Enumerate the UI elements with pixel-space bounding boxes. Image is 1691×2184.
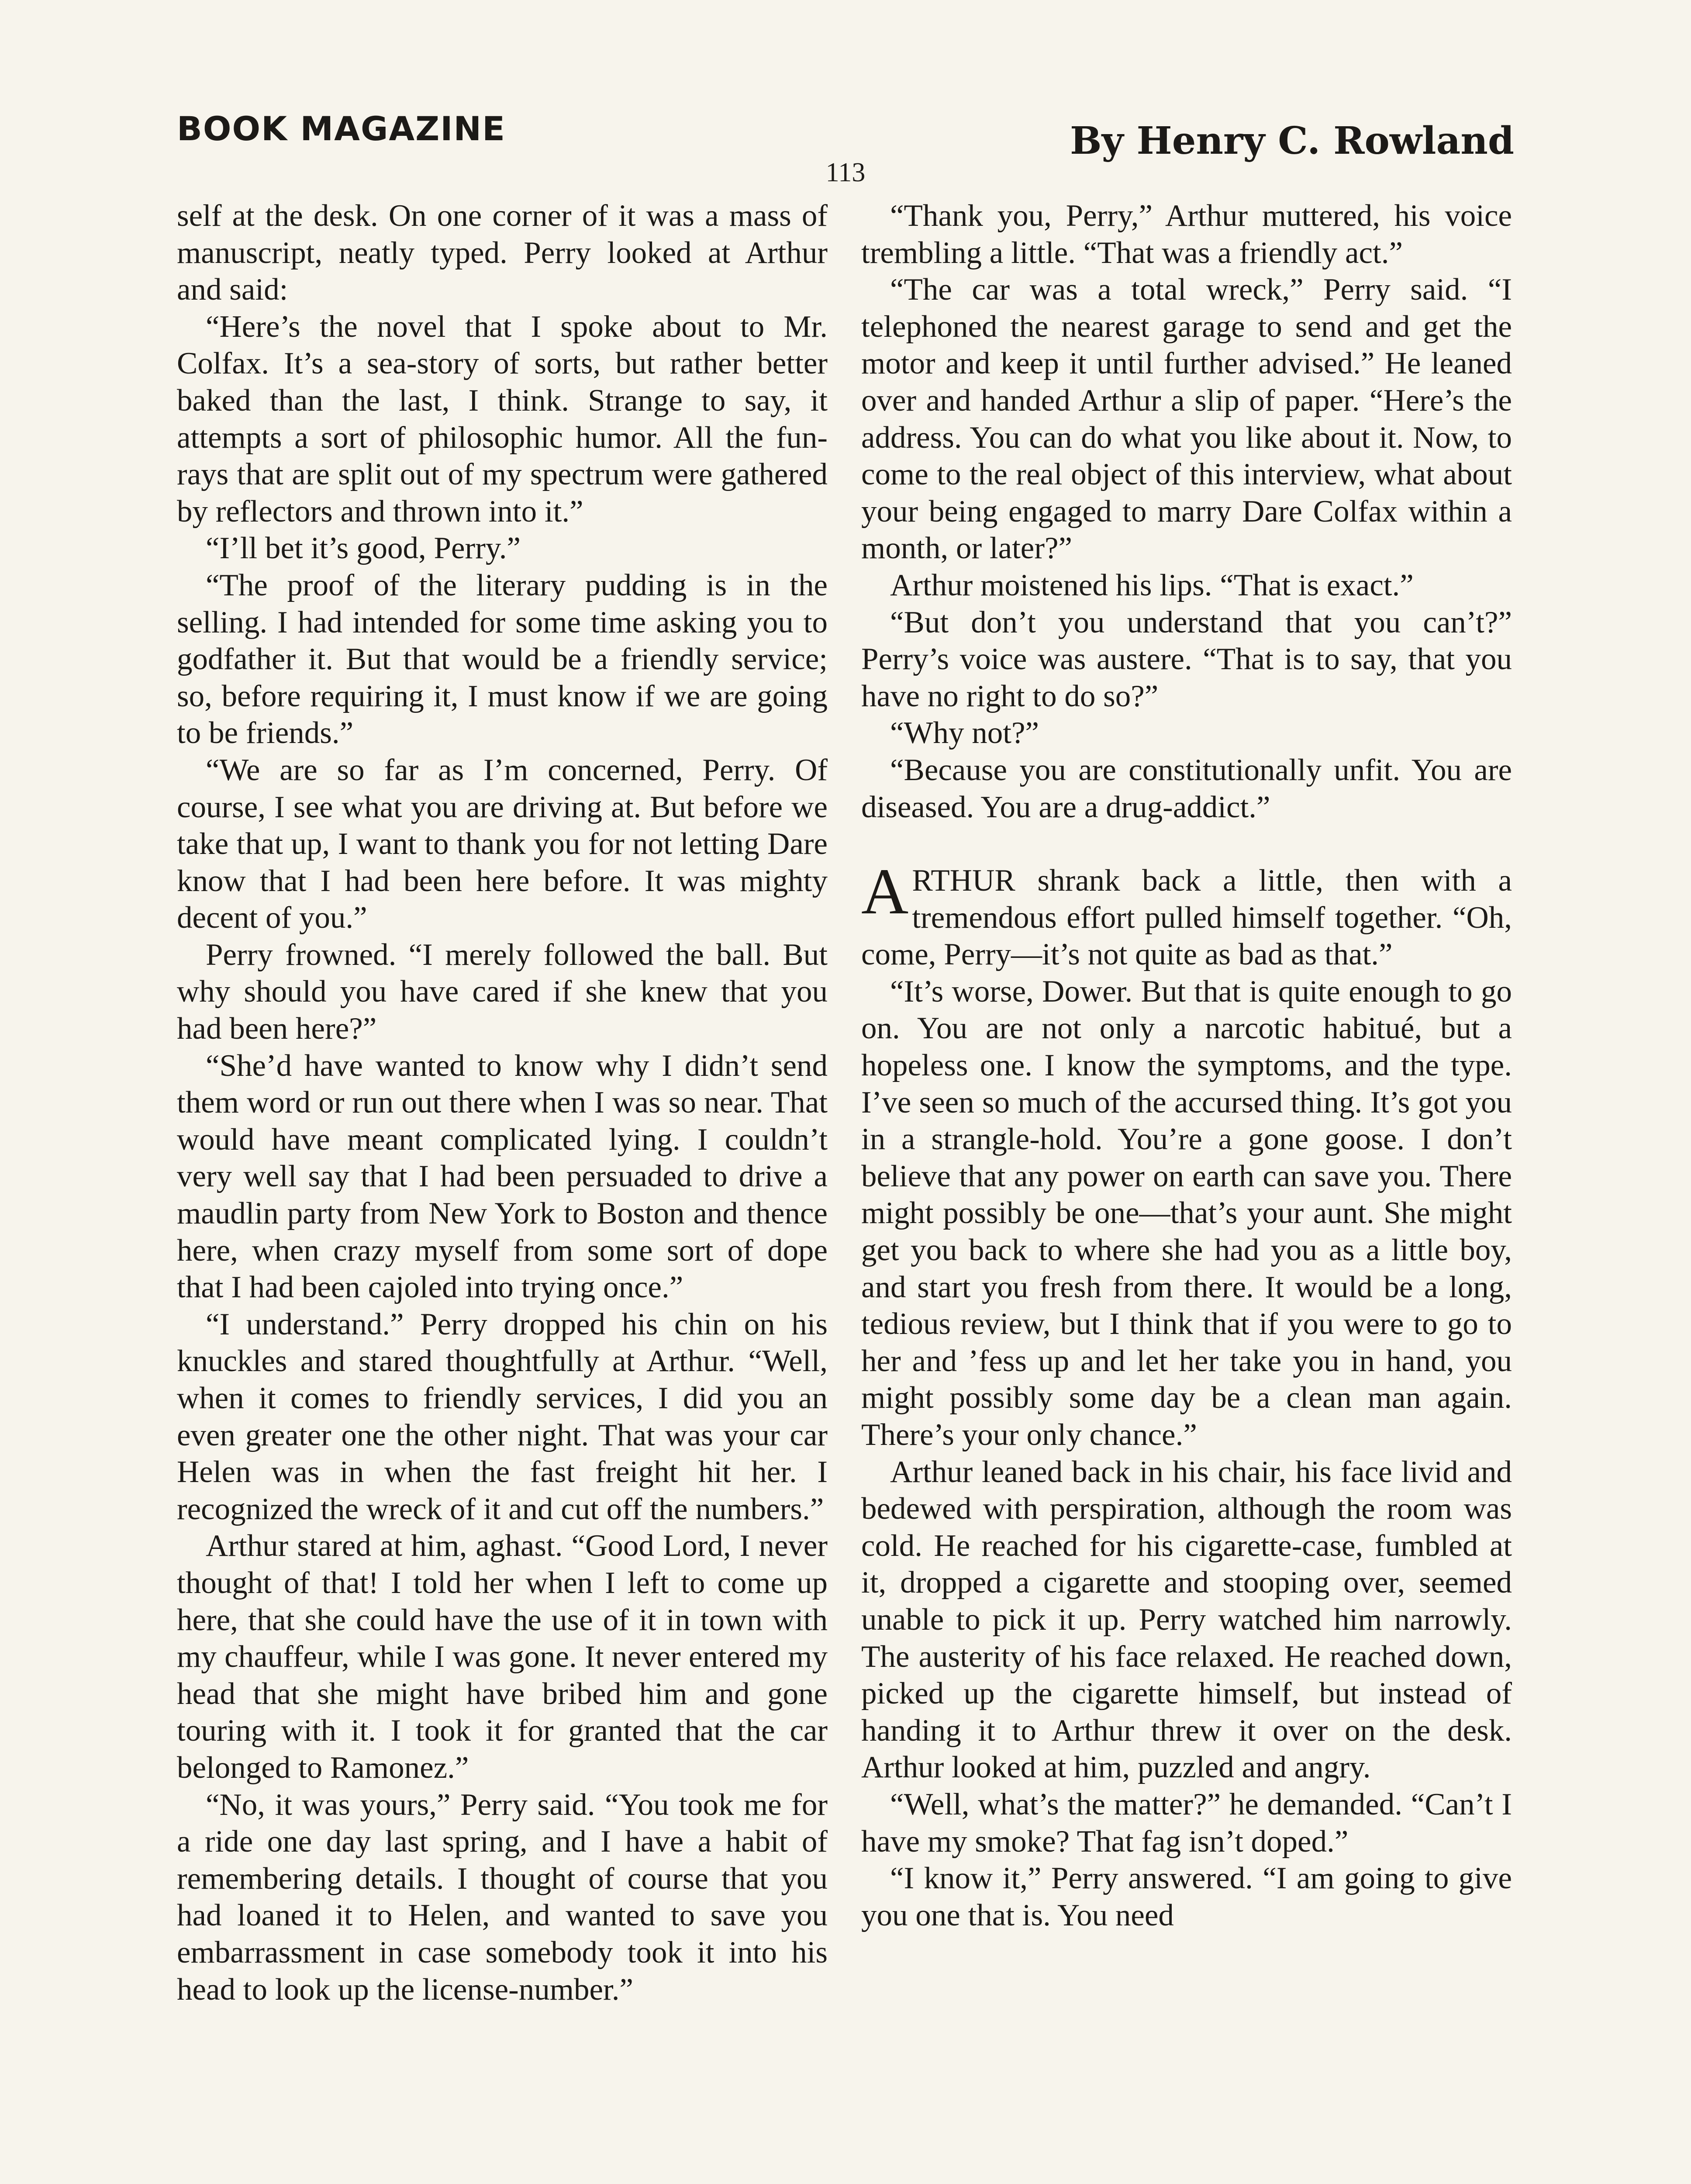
page-number: 113 bbox=[825, 158, 866, 187]
magazine-title: BOOK MAGAZINE bbox=[177, 109, 506, 148]
section-text: RTHUR shrank back a little, then with a tremendous effort pulled himself together. “Oh, come, Perry—it’s not quite as bad as that.” bbox=[861, 864, 1512, 972]
author-byline: By Henry C. Rowland bbox=[1070, 119, 1514, 163]
paragraph: “Why not?” bbox=[890, 716, 1039, 750]
paragraph: “Here’s the novel that I spoke about to Mr. Colfax. It’s a sea-story of sorts, but rather better baked than the last, I think. Strange to say, it attempts a sort of philosophic humor. All the fun-rays that are split out of my spectrum were gathered by reflectors and thrown into it.” bbox=[177, 309, 828, 529]
paragraph: Arthur leaned back in his chair, his face livid and bedewed with perspiration, although the room was cold. He reached for his cigarette-case, fumbled at it, dropped a cigarette and stooping over, seemed unable to pick it up. Perry watched him narrowly. The austerity of his face relaxed. He reached down, picked up the cigarette himself, but instead of handing it to Arthur threw it over on the desk. Arthur looked at him, puzzled and angry. bbox=[861, 1455, 1512, 1785]
paragraph: “Well, what’s the matter?” he demanded. “Can’t I have my smoke? That fag isn’t doped.” bbox=[861, 1787, 1512, 1859]
paragraph: “I’ll bet it’s good, Perry.” bbox=[206, 531, 521, 566]
paragraph: “She’d have wanted to know why I didn’t send them word or run out there when I was so near. That would have meant complicated lying. I couldn’t very well say that I had been persuaded to drive a maudlin party from New York to Boston and thence here, when crazy myself from some sort of dope that I had been cajoled into trying once.” bbox=[177, 1048, 828, 1305]
paragraph: “I understand.” Perry dropped his chin on his knuckles and stared thoughtfully at Arthur. “Well, when it comes to friendly services, I did you an even greater one the other night. That was your car Helen was in when the fast freight hit her. I recognized the wreck of it and cut off the numbers.” bbox=[177, 1307, 828, 1526]
paragraph: “Thank you, Perry,” Arthur muttered, his voice trembling a little. “That was a friendly act.” bbox=[861, 199, 1512, 270]
paragraph: Arthur stared at him, aghast. “Good Lord, I never thought of that! I told her when I left to come up here, that she could have the use of it in town with my chauffeur, while I was gone. It never entered my head that she might have bribed him and gone touring with it. I took it for granted that the car belonged to Ramonez.” bbox=[177, 1529, 828, 1785]
paragraph: “We are so far as I’m concerned, Perry. Of course, I see what you are driving at. But before we take that up, I want to thank you for not letting Dare know that I had been here before. It was mighty decent of you.” bbox=[177, 753, 828, 935]
paragraph: “I know it,” Perry answered. “I am going to give you one that is. You need bbox=[861, 1861, 1512, 1932]
paragraph: “But don’t you understand that you can’t?” Perry’s voice was austere. “That is to say, that you have no right to do so?” bbox=[861, 605, 1512, 713]
right-column bbox=[861, 197, 1512, 1934]
paragraph: “No, it was yours,” Perry said. “You took me for a ride one day last spring, and I have a habit of remembering details. I thought of course that you had loaned it to Helen, and wanted to save you embarrassment in case somebody took it into his head to look up the license-number.” bbox=[177, 1787, 828, 2007]
paragraph: self at the desk. On one corner of it was a mass of manuscript, neatly typed. Perry looked at Arthur and said: bbox=[177, 199, 828, 307]
section-opening-paragraph bbox=[861, 855, 1512, 973]
drop-cap: A bbox=[861, 855, 909, 928]
left-column bbox=[177, 197, 828, 2008]
paragraph: “Because you are constitutionally unfit. You are diseased. You are a drug-addict.” bbox=[861, 753, 1512, 824]
paragraph: Arthur moistened his lips. “That is exact.” bbox=[890, 568, 1414, 602]
paragraph: Perry frowned. “I merely followed the ball. But why should you have cared if she knew that you had been here?” bbox=[177, 937, 828, 1046]
paragraph: “The car was a total wreck,” Perry said. “I telephoned the nearest garage to send and get the motor and keep it until further advised.” He leaned over and handed Arthur a slip of paper. “Here’s the address. You can do what you like about it. Now, to come to the real object of this interview, what about your being engaged to marry Dare Colfax within a month, or later?” bbox=[861, 273, 1512, 566]
paragraph: “The proof of the literary pudding is in the selling. I had intended for some time asking you to godfather it. But that would be a friendly service; so, before requiring it, I must know if we are going to be friends.” bbox=[177, 568, 828, 750]
paragraph: “It’s worse, Dower. But that is quite enough to go on. You are not only a narcotic habitué, but a hopeless one. I know the symptoms, and the type. I’ve seen so much of the accursed thing. It’s got you in a strangle-hold. You’re a gone goose. I don’t believe that any power on earth can save you. There might possibly be one—that’s your aunt. She might get you back to where she had you as a little boy, and start you fresh from there. It would be a long, tedious review, but I think that if you were to go to her and ’fess up and let her take you in hand, you might possibly some day be a clean man again. There’s your only chance.” bbox=[861, 974, 1512, 1452]
